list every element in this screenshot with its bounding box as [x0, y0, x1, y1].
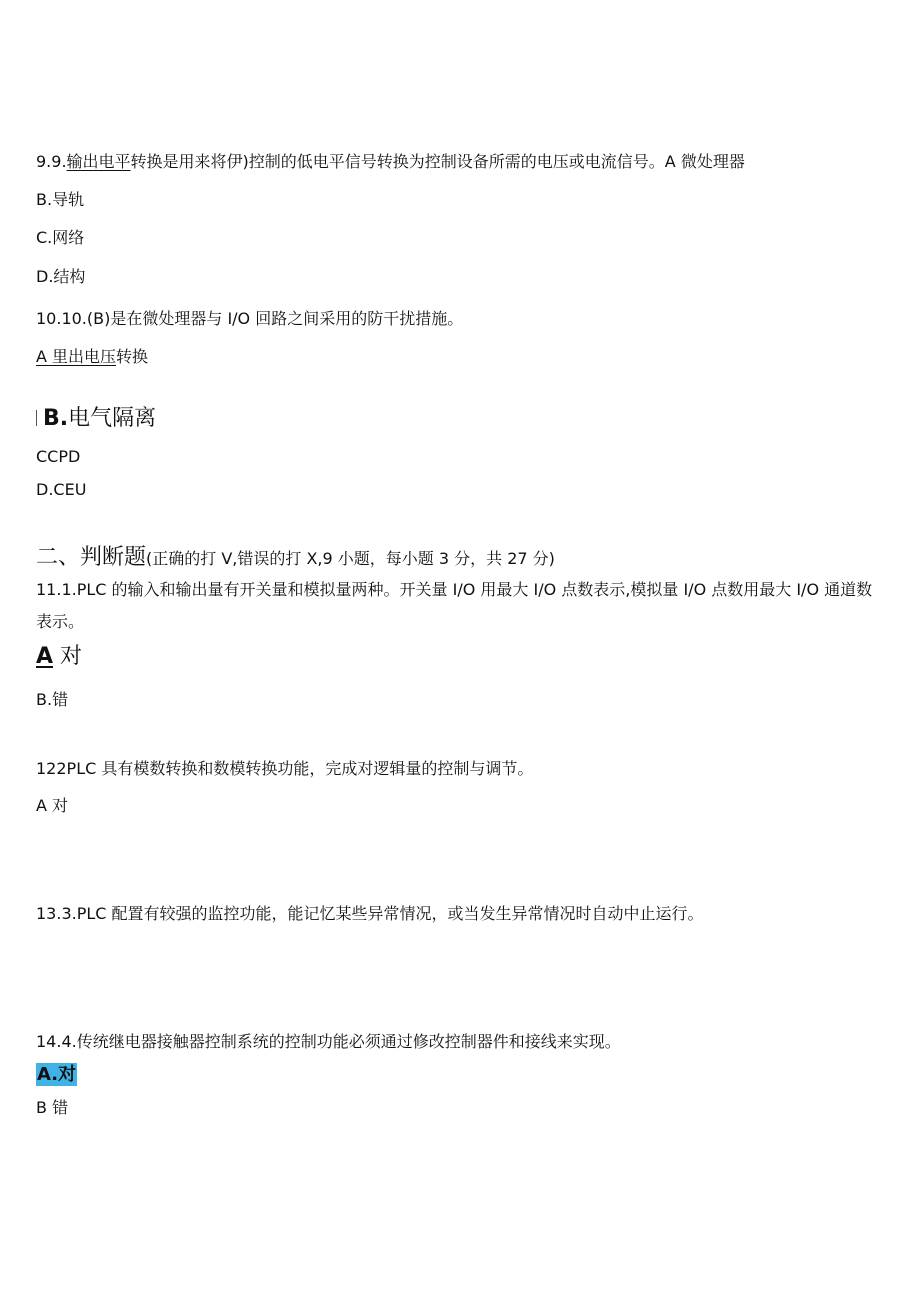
q13-stem: 13.3.PLC 配置有较强的监控功能，能记忆某些异常情况，或当发生异常情况时自动中止运行。: [36, 904, 704, 923]
q10-option-b-prefix: B.: [43, 406, 69, 431]
q11-option-a-prefix: A: [36, 644, 54, 669]
q11-option-b: B.错: [36, 690, 69, 709]
section-2-note: (正确的打 V,错误的打 X,9 小题，每小题 3 分，共 27 分): [146, 549, 555, 568]
section-2-title: 二、判断题: [36, 545, 147, 570]
q14-stem: 14.4.传统继电器接触器控制系统的控制功能必须通过修改控制器件和接线来实现。: [36, 1032, 621, 1051]
section-2-heading: [36, 544, 555, 573]
q10-option-a: [36, 346, 148, 368]
q12-stem: 122PLC 具有模数转换和数模转换功能，完成对逻辑量的控制与调节。: [36, 759, 534, 778]
q11-option-a: [36, 643, 82, 671]
q12-option-a: A 对: [36, 796, 69, 815]
q11-stem: 11.1.PLC 的输入和输出量有开关量和模拟量两种。开关量 I/O 用最大 I/O 点数表示,模拟量 I/O 点数用最大 I/O 通道数表示。: [36, 580, 873, 631]
q9-option-b: B.导轨: [36, 190, 85, 209]
q10-option-b: [36, 405, 156, 433]
q14-option-a: [36, 1063, 77, 1087]
q10-option-b-text: 电气隔离: [68, 406, 157, 431]
q9-stem: [36, 151, 745, 173]
q10-option-d: D.CEU: [36, 480, 87, 499]
q14-option-a-highlighted: A.对: [37, 1064, 77, 1085]
q10-option-a-rest: 转换: [116, 347, 149, 366]
q9-option-d: D.结构: [36, 267, 86, 286]
margin-bar: [36, 410, 37, 426]
q10-option-a-underlined: A 里出电压: [36, 347, 117, 366]
q9-stem-rest: 转换是用来将伊)控制的低电平信号转换为控制设备所需的电压或电流信号。A 微处理器: [130, 152, 745, 171]
q9-number: 9.9.: [36, 152, 67, 171]
q9-option-c: C.网络: [36, 228, 85, 247]
q10-stem: 10.10.(B)是在微处理器与 I/O 回路之间采用的防干扰措施。: [36, 309, 464, 328]
q14-option-b: B 错: [36, 1098, 69, 1117]
q10-option-c: CCPD: [36, 447, 81, 466]
q9-underlined-text: 输出电平: [66, 152, 131, 171]
q11-option-a-text: 对: [53, 644, 83, 669]
